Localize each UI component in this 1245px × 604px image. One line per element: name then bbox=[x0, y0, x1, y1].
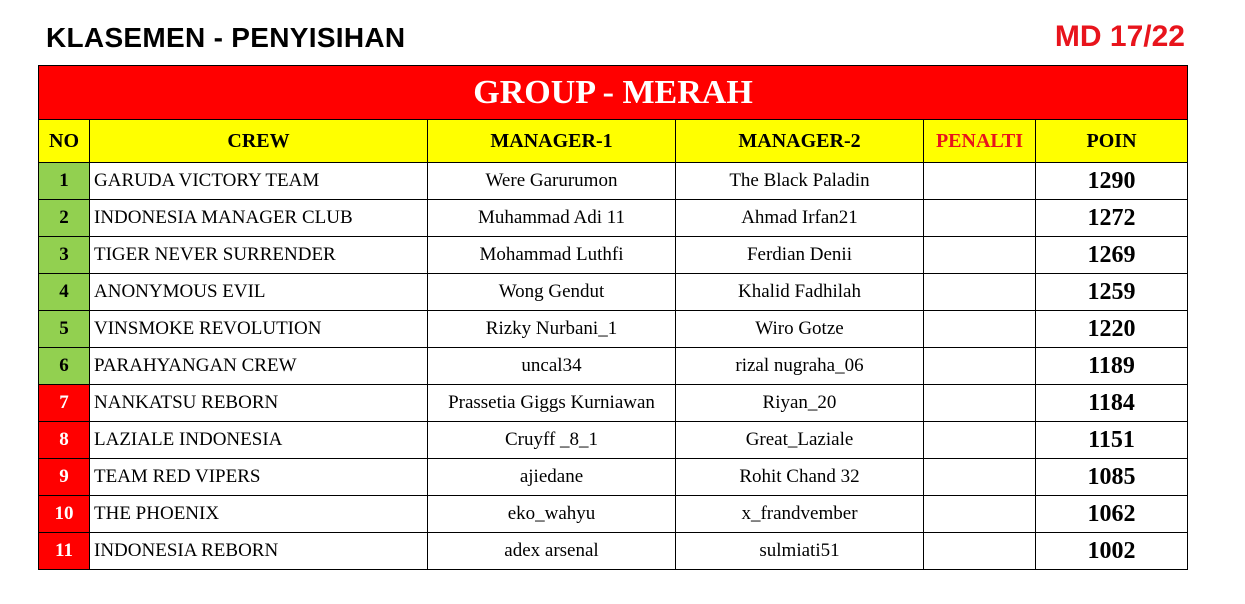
standings-table bbox=[38, 65, 1188, 570]
table-row bbox=[39, 274, 1188, 311]
rank-cell: 3 bbox=[39, 237, 90, 274]
column-header-row bbox=[39, 120, 1188, 163]
crew-name-cell: ANONYMOUS EVIL bbox=[90, 274, 428, 311]
table-row bbox=[39, 348, 1188, 385]
table-row bbox=[39, 200, 1188, 237]
penalti-cell bbox=[924, 163, 1036, 200]
poin-cell: 1220 bbox=[1036, 311, 1188, 348]
manager1-cell: Muhammad Adi 11 bbox=[428, 200, 676, 237]
crew-name-cell: VINSMOKE REVOLUTION bbox=[90, 311, 428, 348]
manager1-cell: Mohammad Luthfi bbox=[428, 237, 676, 274]
crew-name-cell: THE PHOENIX bbox=[90, 496, 428, 533]
manager2-cell: x_frandvember bbox=[676, 496, 924, 533]
penalti-cell bbox=[924, 200, 1036, 237]
manager2-cell: The Black Paladin bbox=[676, 163, 924, 200]
crew-name-cell: INDONESIA MANAGER CLUB bbox=[90, 200, 428, 237]
penalti-cell bbox=[924, 385, 1036, 422]
rank-cell: 6 bbox=[39, 348, 90, 385]
manager1-cell: uncal34 bbox=[428, 348, 676, 385]
crew-name-cell: INDONESIA REBORN bbox=[90, 533, 428, 570]
manager1-cell: Wong Gendut bbox=[428, 274, 676, 311]
column-header-manager2: MANAGER-2 bbox=[676, 120, 924, 163]
penalti-cell bbox=[924, 311, 1036, 348]
column-header-penalti: PENALTI bbox=[924, 120, 1036, 163]
matchday-label: MD 17/22 bbox=[1054, 20, 1185, 53]
column-header-crew: CREW bbox=[90, 120, 428, 163]
penalti-cell bbox=[924, 237, 1036, 274]
poin-cell: 1085 bbox=[1036, 459, 1188, 496]
penalti-cell bbox=[924, 496, 1036, 533]
rank-cell: 11 bbox=[39, 533, 90, 570]
penalti-cell bbox=[924, 422, 1036, 459]
rank-cell: 10 bbox=[39, 496, 90, 533]
manager1-cell: adex arsenal bbox=[428, 533, 676, 570]
rank-cell: 9 bbox=[39, 459, 90, 496]
table-row bbox=[39, 422, 1188, 459]
poin-cell: 1290 bbox=[1036, 163, 1188, 200]
poin-cell: 1189 bbox=[1036, 348, 1188, 385]
manager2-cell: sulmiati51 bbox=[676, 533, 924, 570]
penalti-cell bbox=[924, 348, 1036, 385]
poin-cell: 1259 bbox=[1036, 274, 1188, 311]
standings-body bbox=[39, 163, 1188, 570]
rank-cell: 8 bbox=[39, 422, 90, 459]
rank-cell: 4 bbox=[39, 274, 90, 311]
group-banner: GROUP - MERAH bbox=[39, 66, 1188, 120]
poin-cell: 1062 bbox=[1036, 496, 1188, 533]
table-row bbox=[39, 385, 1188, 422]
column-header-no: NO bbox=[39, 120, 90, 163]
table-row bbox=[39, 163, 1188, 200]
manager2-cell: rizal nugraha_06 bbox=[676, 348, 924, 385]
crew-name-cell: GARUDA VICTORY TEAM bbox=[90, 163, 428, 200]
poin-cell: 1184 bbox=[1036, 385, 1188, 422]
manager2-cell: Riyan_20 bbox=[676, 385, 924, 422]
rank-cell: 2 bbox=[39, 200, 90, 237]
table-row bbox=[39, 311, 1188, 348]
manager1-cell: ajiedane bbox=[428, 459, 676, 496]
table-row bbox=[39, 533, 1188, 570]
manager1-cell: Cruyff _8_1 bbox=[428, 422, 676, 459]
column-header-manager1: MANAGER-1 bbox=[428, 120, 676, 163]
manager1-cell: Rizky Nurbani_1 bbox=[428, 311, 676, 348]
manager2-cell: Rohit Chand 32 bbox=[676, 459, 924, 496]
manager1-cell: eko_wahyu bbox=[428, 496, 676, 533]
poin-cell: 1272 bbox=[1036, 200, 1188, 237]
crew-name-cell: LAZIALE INDONESIA bbox=[90, 422, 428, 459]
manager2-cell: Wiro Gotze bbox=[676, 311, 924, 348]
crew-name-cell: TIGER NEVER SURRENDER bbox=[90, 237, 428, 274]
table-row bbox=[39, 237, 1188, 274]
poin-cell: 1269 bbox=[1036, 237, 1188, 274]
manager2-cell: Great_Laziale bbox=[676, 422, 924, 459]
manager2-cell: Ahmad Irfan21 bbox=[676, 200, 924, 237]
manager2-cell: Khalid Fadhilah bbox=[676, 274, 924, 311]
column-header-poin: POIN bbox=[1036, 120, 1188, 163]
manager1-cell: Were Garurumon bbox=[428, 163, 676, 200]
crew-name-cell: NANKATSU REBORN bbox=[90, 385, 428, 422]
manager1-cell: Prassetia Giggs Kurniawan bbox=[428, 385, 676, 422]
poin-cell: 1002 bbox=[1036, 533, 1188, 570]
table-row bbox=[39, 459, 1188, 496]
penalti-cell bbox=[924, 533, 1036, 570]
crew-name-cell: TEAM RED VIPERS bbox=[90, 459, 428, 496]
rank-cell: 7 bbox=[39, 385, 90, 422]
poin-cell: 1151 bbox=[1036, 422, 1188, 459]
table-row bbox=[39, 496, 1188, 533]
crew-name-cell: PARAHYANGAN CREW bbox=[90, 348, 428, 385]
page-title: KLASEMEN - PENYISIHAN bbox=[46, 22, 406, 53]
penalti-cell bbox=[924, 274, 1036, 311]
rank-cell: 1 bbox=[39, 163, 90, 200]
rank-cell: 5 bbox=[39, 311, 90, 348]
penalti-cell bbox=[924, 459, 1036, 496]
manager2-cell: Ferdian Denii bbox=[676, 237, 924, 274]
